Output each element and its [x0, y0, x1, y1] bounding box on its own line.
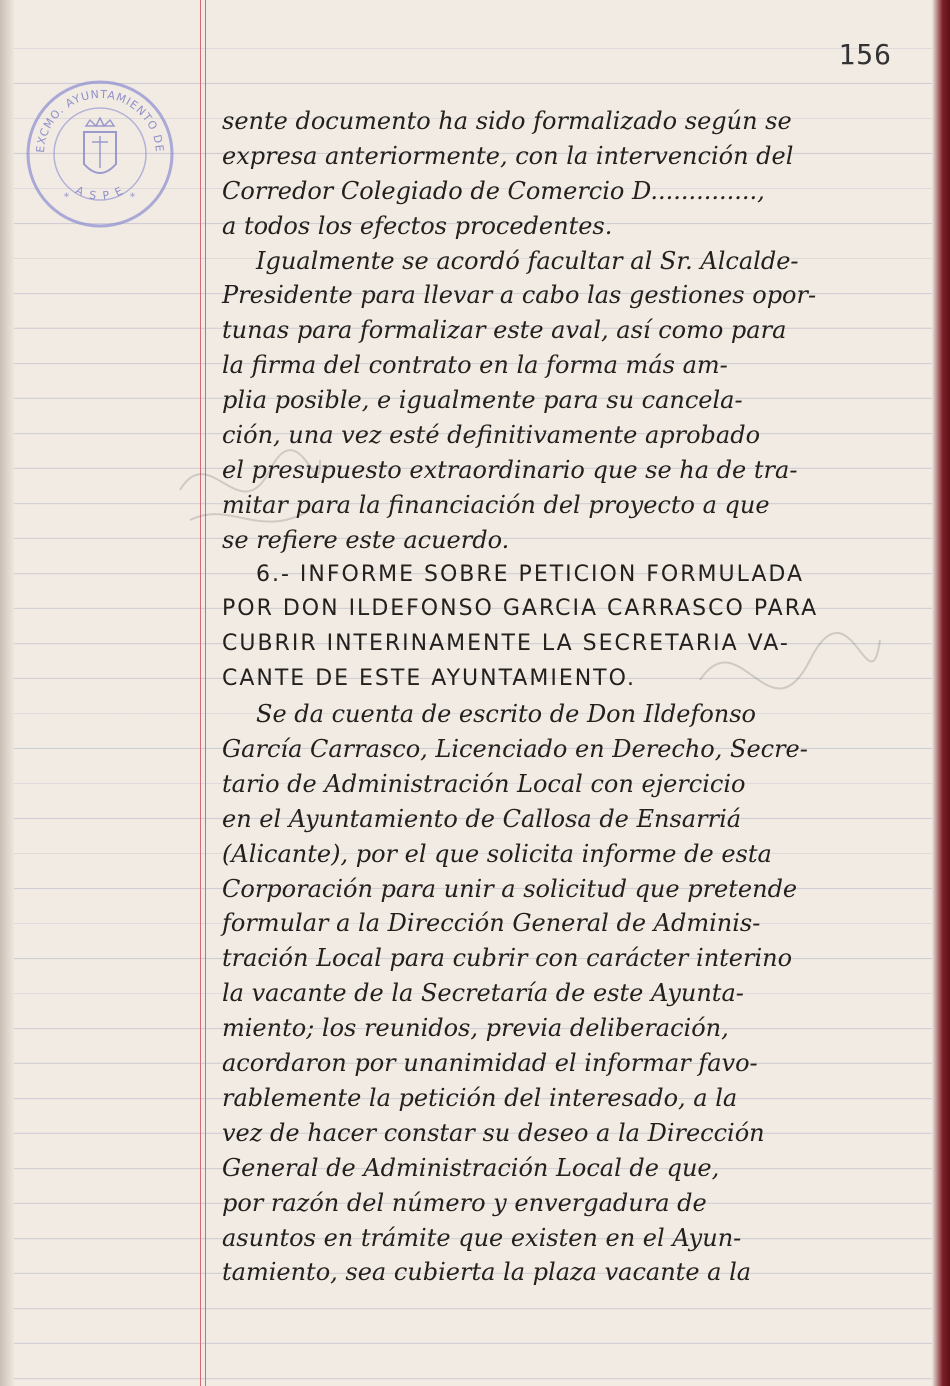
seal-top-text: EXCMO. AYUNTAMIENTO DE	[33, 87, 167, 154]
text-line: Corporación para unir a solicitud que pretende	[222, 874, 798, 903]
text-line: tario de Administración Local con ejercicio	[222, 769, 746, 798]
text-line: asuntos en trámite que existen en el Ayun-	[222, 1223, 742, 1252]
text-line: acordaron por unanimidad el informar favo-	[222, 1049, 758, 1078]
text-line: la firma del contrato en la forma más am-	[222, 351, 728, 380]
coat-of-arms-icon	[84, 118, 116, 173]
handwritten-text-block	[222, 104, 912, 1290]
text-line: formular a la Dirección General de Adminis-	[222, 909, 761, 938]
text-line: tunas para formalizar este aval, así como para	[222, 316, 787, 345]
text-line: se refiere este acuerdo.	[222, 525, 510, 554]
page-binding	[0, 0, 14, 1386]
text-line: plia posible, e igualmente para su cancela-	[222, 386, 743, 415]
page-edge	[932, 0, 950, 1386]
margin-line	[205, 0, 206, 1386]
text-line: (Alicante), por el que solicita informe de esta	[222, 839, 772, 868]
margin-line	[200, 0, 201, 1386]
text-line: sente documento ha sido formalizado según se	[222, 107, 792, 135]
text-line: POR DON ILDEFONSO GARCIA CARRASCO PARA	[222, 596, 819, 622]
svg-text:*: *	[64, 192, 69, 203]
text-line: Corredor Colegiado de Comercio D..............,	[222, 176, 765, 205]
svg-text:A S P E	[73, 184, 126, 203]
page-number: 156	[838, 38, 892, 71]
text-line: CANTE DE ESTE AYUNTAMIENTO.	[222, 666, 637, 692]
text-line: expresa anteriormente, con la intervención del	[222, 141, 794, 170]
text-line: mitar para la financiación del proyecto a que	[222, 490, 770, 519]
text-line: 6.- INFORME SOBRE PETICION FORMULADA	[256, 561, 805, 587]
text-line: ción, una vez esté definitivamente aprobado	[222, 421, 761, 450]
text-line: por razón del número y envergadura de	[222, 1188, 707, 1217]
text-line: la vacante de la Secretaría de este Ayunta-	[222, 979, 744, 1008]
text-line: el presupuesto extraordinario que se ha de tra-	[222, 455, 798, 484]
municipal-seal	[24, 78, 176, 230]
text-line: García Carrasco, Licenciado en Derecho, Secre-	[222, 735, 808, 764]
text-line: a todos los efectos procedentes.	[222, 211, 613, 240]
text-line: tración Local para cubrir con carácter interino	[222, 944, 793, 973]
text-line: miento; los reunidos, previa deliberación,	[222, 1014, 729, 1043]
text-line: rablemente la petición del interesado, a la	[222, 1083, 738, 1112]
text-line: Igualmente se acordó facultar al Sr. Alcalde-	[256, 246, 799, 275]
text-line: en el Ayuntamiento de Callosa de Ensarriá	[222, 804, 742, 833]
seal-bottom-text: A S P E	[73, 183, 127, 203]
svg-text:*: *	[130, 192, 135, 203]
text-line: Se da cuenta de escrito de Don Ildefonso	[256, 700, 756, 729]
text-line: vez de hacer constar su deseo a la Dirección	[222, 1118, 765, 1147]
text-line: General de Administración Local de que,	[222, 1153, 720, 1182]
text-line: tamiento, sea cubierta la plaza vacante a la	[222, 1258, 752, 1287]
text-line: Presidente para llevar a cabo las gestiones opor-	[222, 281, 817, 310]
text-line: CUBRIR INTERINAMENTE LA SECRETARIA VA-	[222, 631, 790, 657]
